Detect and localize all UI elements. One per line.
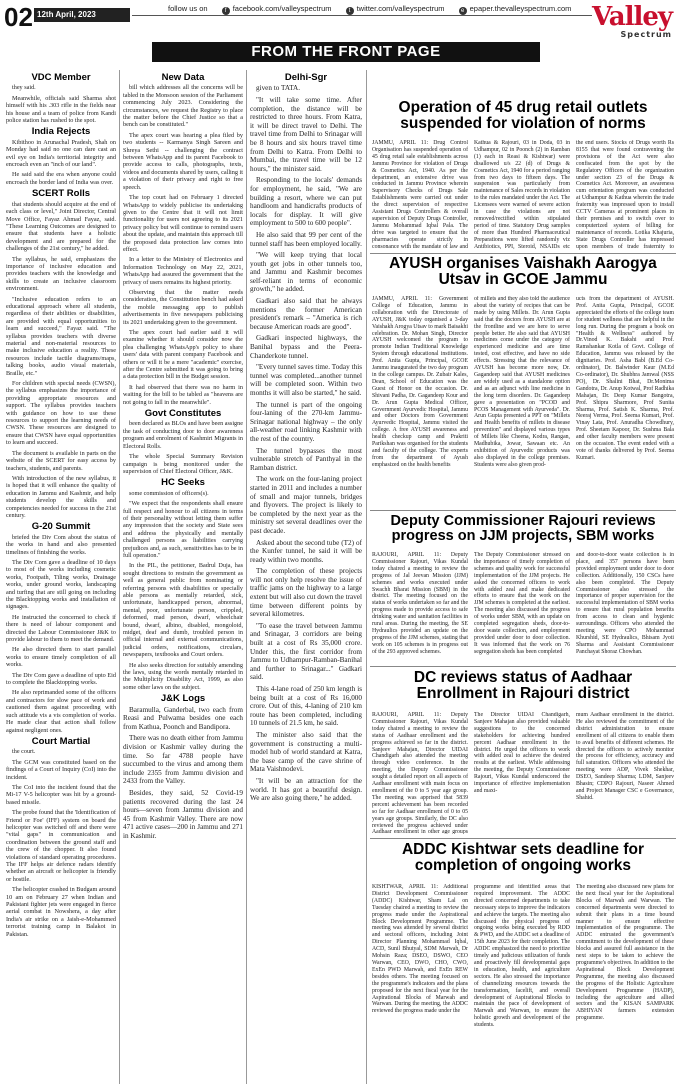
masthead (0, 0, 680, 66)
paragraph: The GCM was constituted based on the findings of a Court of Inquiry (CoI) into the incident. (6, 758, 116, 781)
story-4-col-1: RAJOURI, APRIL 11: Deputy Commissioner Rajouri, Vikas Kundal today chaired a meeting to review the status of Aadhaar enrollment and the progress achieved so far in the district. Sanjeev Mahajan, Director UIDAI Chandigarh also attended the meeting through video conference. In the meeting, the Deputy Commissioner sought a detailed report on all aspects of Aadhaar enrollment with main focus on enrollment of the 0 to 5 year age group. The meeting was apprised that 5839 percent achievement has been recorded so far for Aadhaar enrollment of 0 to 05 years age groups. Similarly, the DC also reviewed the progress achieved under Aadhaar enrollment in other age groups (372, 712, 468, 834)
paragraph: Asked about the second tube (T2) of the Kunfer tunnel, he said it will be ready within two months. (250, 538, 362, 564)
paragraph: He also said that 99 per cent of the tunnel staff has been employed locally. (250, 230, 362, 248)
paragraph: The Div Com gave a deadline of upto Eid to complete the Blacktopping works. (6, 671, 116, 687)
paragraph: the court. (12, 748, 36, 756)
story-4-col-3: mum Aadhaar enrollment in the district. He also reviewed the commitment of the district administration to ensure enrollment of all citizens to enable them to avail benefits of different schemes. He directed the officers to actively monitor the process for efficiency, accuracy and full saturation. Officers who attended the meeting were ADP, Vivek Shekhar, DSEO, Sandeep Sharma; LDM, Sanjeev Bhasin; CDPO Rajouri, Naseer Ahmed and Project Manager CSC e Governance, Shahid. (576, 712, 674, 801)
section-banner: FROM THE FRONT PAGE (152, 42, 540, 62)
paragraph: In a letter to the Ministry of Electronics and Information Technology on May 22, 2021, WhatsApp had assured the government that the privacy of users remains its highest priority. (123, 256, 243, 286)
story-divider (370, 510, 676, 511)
paragraph: Meanwhile, officials said Sharma shot himself with his .303 rifle in the fields near his house and a team of police from Kandi police station has rushed to the spot. (6, 94, 116, 125)
paragraph: Baramulla, Ganderbal, two each from Reasi and Pulwama besides one each from Kathua, Poonch and Bandipora. (123, 705, 243, 731)
logo-main: Valley (591, 2, 672, 32)
paragraph: The work on the four-laning project started in 2011 and includes a number of small and major tunnels, bridges and flyovers. The project is likely to be completed by the next year as the ministry set several deadlines over the past decade. (250, 475, 362, 535)
paragraph: given to TATA. (256, 84, 301, 93)
social-links (168, 4, 583, 15)
column-2 (123, 70, 243, 1084)
paragraph: The top court had on February 1 directed WhatsApp to widely publicise its undertaking given to the Centre that it will not limit functionality for users not agreeing to its 2021 privacy policy but will continue to remind users about the update, and maintain this approach till the proposed data protection law comes into effect. (123, 194, 243, 253)
paragraph: The apex court had earlier said it will examine whether it should consider now the plea challenging WhatsApp's policy to share users' data with parent company Facebook and others or will it be a mere "academic" exercise, after the Centre submitted it was going to bring a data protection bill in the Budget session. (123, 329, 243, 381)
story-divider (370, 666, 676, 667)
paragraph: The helicopter crashed in Budgam around 10 am on February 27 when Indian and Pakistani fighter jets were engaged in fierce aerial combat in Nowshera, a day after India's air strike on a Jaish-e-Mohammed terrorist training camp in Balakot in Pakistan. (6, 886, 116, 938)
story-5-headline: ADDC Kishtwar sets deadline for completion of ongoing works (401, 841, 645, 874)
story-2-col-2: of millets and they also told the audience about the variety of recipes that can be made by using Millets. Dr. Arun Gupta said that the doctors from AYUSH are at the frontline and we are here to serve people better. He also said that AYUSH medicines come under the category of experienced medicine and are time tested, cost effective, and have no side effects. Stressing that the relevance of AYUSH has become more now, Dr. Gagandeep said that AYUSH medicines are widely used as a standalone option and as an adjunct with line medicine in the long term disorders. Dr. Gagandeep gave a presentation on "PCOD and PCOS Management with Ayurveda". Dr. Arun Gupta presented a PPT on "Millets and Health benefits of millets in disease prevention" and displayed various types of Millets like Cheena, Kodra, Rangan, Madhubika, Jowar, Sawaan etc. An exhibition of Ayurvedic products was also displayed in the college premises. Students were also given prod- (474, 296, 570, 468)
story-3-col-3: and door-to-door waste collection is in place, and 357 persons have been provided employment under door to door collection. Additionally, 150 CSCs have also been completed. The Deputy Commissioner also stressed the importance of proper supervision for the successful implementation of SBM works to ensure that rural population benefits from access to clean and hygienic surroundings. Officers who attended the meeting were CPO Mohammad Khurshid, SE Hydraulics, Bhisam Jyoti Sharma and Assistant Commissioner Panchayat Shoraz Chowhan. (576, 552, 674, 655)
section-title-new-data: New Data (161, 72, 205, 83)
story-5-col-3: The meeting also discussed new plans for the next fiscal year for the Aspirational Blocks of Marwah and Warwan. The concerned departments were directed to submit their plans in a time bound manner to ensure effective implementation of the programme. The ADDC entrusted the government's commitment to the development of these blocks and assured full assistance in the next steps to be taken to achieve the programme's objectives. In addition to the Aspirational Block Development Programme, the meeting also discussed the progress of the Holistic Agriculture Development Programme (HADP), including the agriculture and allied sectors and the KISAN SAMPARK ABHIYAN farmers extension programme. (576, 884, 674, 1022)
paragraph: He said said the era when anyone could encroach the border land of India was over. (6, 171, 116, 186)
paragraph: "Every tunnel saves time. Today this tunnel was completed...another tunnel will be completed soon. Within two months it will also be started," he said. (250, 363, 362, 397)
follow-label: follow us on (168, 4, 208, 13)
story-5-col-2: programme and identified areas that required improvement. The ADDC directed concerned departments to take necessary steps to improve the indicators and achieve the targets. The meeting also discussed the physical progress of ongoing works being executed by RDD & PWD, and the ADDC set a deadline of 15th June 2023 for their completion. The ADDC emphasized the need to prioritize timely and judicious utilization of funds and proactively fill developmental gaps in education, health, and agriculture sectors. He also stressed the importance of channelizing resources towards the transformation, facelift, and overall development of Aspirational Blocks to maintain the pace of development of Marwah and Warwan, to ensure the holistic growth and development of the students. (474, 884, 570, 1029)
paragraph: Responding to the locals' demands for employment, he said, "We are building a resort, where we can put handloom and handicrafts products of locals for display. It will give employment to 500 to 600 people". (250, 176, 362, 228)
story-2-headline: AYUSH organises Vaishakh Aarogya Utsav in GCOE Jammu (389, 255, 657, 288)
page-number: 02 (4, 2, 33, 32)
logo (592, 4, 672, 39)
paragraph: The CoI into the incident found that the Mi-17 V-5 helicopter was hit by a ground-based missile. (6, 783, 116, 806)
paragraph: He also reprimanded some of the officers and contractors for slow pace of work and cautioned them against proceeding with such attitude vis a vis completion of works. He made clear that action shall follow against negligent ones. (6, 689, 116, 734)
paragraph: For children with special needs (CWSN), the syllabus emphasizes the importance of providing appropriate resources and support. The syllabus provides teachers with guidance on how to use these resources to support the learning needs of CWSN. These resources are designed to ensure that CWSN have equal opportunities to learn and succeed. (6, 380, 116, 447)
paragraph: The tunnel is part of the ongoing four-laning of the 270-km Jammu-Srinagar national highway – the only all-weather road linking Kashmir with the rest of the country. (250, 400, 362, 443)
paragraph: The completion of these projects will not only help resolve the issue of traffic jams on the highway to a large extent but will also cut down the travel time between different points by several kilometres. (250, 567, 362, 619)
column-3 (250, 70, 362, 1084)
paragraph: The minister also said that the government is constructing a multi-model hub of world standard at Katra, the base camp of the cave shrine of Mata Vaishnodevi. (250, 730, 362, 774)
paragraph: Kibithoo in Arunachal Pradesh, Shah on Monday had said no one can dare cast an evil eye on India's territorial integrity and encroach even an "inch of our land". (6, 138, 116, 169)
masthead-rule (132, 15, 592, 16)
paragraph: He also seeks direction for suitably amending the laws, using the words mentally retarded in the Multiplicity Disability Act, 1999, as also some other laws on the subject. (123, 661, 243, 691)
paragraph: they said. (12, 84, 36, 92)
facebook-icon: f (222, 7, 230, 15)
story-5-col-1: KISHTWAR, APRIL 11: Additional District Development Commissioner (ADDC) Kishtwar, Sham Lal on Tuesday chaired a meeting to review the progress made under the Aspirational Block Development Programme. The meeting was attended by several district and sectoral officers, including Joint Director Planning Mohammad Iqbal, ACD, Sunil Bhutyal, SDM Marwah, Dr Mohsin Raza; DSEO, DSWO, CEO Warwan, CEO, DWO, CHO, CWO, ExEn PWD Marwah, and ExEn REW besides others. The meeting focused on the programme's indicators and the plans proposed for the next fiscal year for the Aspirational Blocks of Marwah and Warwan. During the meeting, the ADDC reviewed the progress made under the (372, 884, 468, 1015)
column-divider (246, 70, 247, 1084)
story-1-col-3: the end users. Stocks of Drugs worth Rs 8155 that were found contravening the provisions of the Act were also confiscated from the spot by the Regulatory Officers of the organization under section 23 of the Drugs & Cosmetics Act. Moreover, an awareness cum orientation program was conducted at Udhampur & Kathua wherein the trade fraternity was impressed upon to install CCTV Cameras at prominent places in their premises and to switch over to computerized system of billing for maintenance of records. Lotika Khajuria, State Drugs Controller has impressed upon members of trade fraternity to (576, 140, 674, 250)
story-3-col-2: The Deputy Commissioner stressed on the importance of timely completion of schemes and quality work for successful implementation of the JJM projects. He asked the concerned officers to work with added zeal and make dedicated efforts to ensure that the work on the JJM schemes is completed at the earliest. The meeting also discussed the progress of works under SBM, with an update on completed segregation sheds, door-to-door waste collection, and employment provided under door to door collection. It was informed that the work on 76 segregation sheds has been completed (474, 552, 570, 655)
column-divider (119, 70, 120, 1084)
section-title-govt: Govt Constitutes (144, 408, 222, 420)
paragraph: that students should acquire at the end of each class or level," Joint Director, Central Move Office, Fayaz Ahmad Fayaz, said. "These Learning Outcomes are designed to ensure that students have a holistic development and are prepared for the challenges of the 21st century," he added. (6, 200, 116, 253)
section-title-court: Court Martial (31, 735, 91, 747)
paragraph: "Inclusive education refers to an educational approach where all students, regardless of their abilities or disabilities, are provided with equal opportunities to learn and succeed," Fayaz said. "The syllabus provides teachers with diverse material and non-material resources to make inclusive education a reality. These resources include tactile diagrams/maps, talking books, audio visual materials, Braille, etc." (6, 295, 116, 377)
paragraph: The document is available in parts on the website of the SCERT for easy access by teachers, students, and parents. (6, 449, 116, 472)
paragraph: Gadkari also said that he always mentions the former American president's remark – "America is rich because American roads are good". (250, 297, 362, 331)
paragraph: The syllabus, he said, emphasizes the importance of inclusive education and provides teachers with the knowledge and skills to create an inclusive classroom environment. (6, 255, 116, 293)
story-1-col-1: JAMMU, APRIL 11: Drug Control Organisation has suspended operation of 45 drug retail sale establishments across Jammu Province for violation of Drugs & Cosmetics Act, 1940. As per the department, an extensive drive was conducted in Jammu Province wherein Supervisory Checks of Drugs Sale Establishments were carried out under the direct supervision of respective Assistant Drugs Controllers & overall supervision of Deputy Drugs Controller, Jammu Mohammad Iqbal Pala. The drive was targeted to ensure that the pharmacies operate strictly in consonance with the mandate of law and (372, 140, 468, 250)
paragraph: Observing that the matter needs consideration, the Constitution bench had asked the mobile messaging app to publish advertisements in five newspapers publicising its 2021 undertaking given to the government. (123, 288, 243, 326)
story-2-col-1: JAMMU, APRIL 11: Government College of Education, Jammu in collaboration with the Directorate of AYUSH, J&K today organised a 3-day Vaishakh Arogya Utsav to mark Baisakhi celebration. Dr. Mohan Singh, Director AYUSH welcomed the program to promote Indian Traditional Knowledge System through educational institutions. Prof. Anita Gupta, Principal, GCOE Jammu inaugurated the two day program in the college campus. Dr. Zubair Kales, Dean, School of Education was the Guest of Honor on the occasion. Dr. Shivani Padha, Dr. Gagandeep Kour and Dr. Arun Gupta Medical Officer, Government Ayurvedic Hospital, Jammu and other Doctors from Government Ayurvedic Hospital, Jammu visited the college. A free AYUSH awareness and health checkup camp and Prakriti Parikshan was organised for the students and faculty of the college. The experts from the department of Ayush emphasized on the health benefits (372, 296, 468, 468)
paragraph: "We will keep trying that local youth get jobs in other tunnels too, and Jammu and Kashmir becomes self-reliant in terms of economic growth," he added. (250, 251, 362, 294)
paragraph: The apex court was hearing a plea filed by two students -- Karmanya Singh Sareen and Shreya Sethi -- challenging the contract between WhatsApp and its parent Facebook to provide access to calls, photographs, texts, videos and documents shared by users, calling it a violation of their privacy and right to free speech. (123, 131, 243, 191)
twitter-icon: t (346, 7, 354, 15)
section-title-g20: G-20 Summit (31, 521, 91, 533)
section-title-scert: SCERT Rolls (31, 188, 91, 200)
story-divider (370, 253, 676, 254)
story-4-headline: DC reviews status of Aadhaar Enrollment in Rajouri district (413, 669, 633, 702)
paragraph: He also directed them to start parallel works to ensure timely completion of all works. (6, 646, 116, 669)
paragraph: There was no death either from Jammu division or Kashmir valley during the time. So far 4788 people have succumbed to the virus and among them include 2355 from Jammu division and 2433 from the Valley. (123, 734, 243, 786)
section-title-india: India Rejects (31, 126, 91, 138)
paragraph: The tunnel bypasses the most vulnerable stretch of Panthyal in the Ramban district. (250, 446, 362, 472)
paragraph: been declared as BLOs and have been assigne the task of conducting door to door awareness program and enrolment of Kashmiri Migrants in Electoral Rolls. (123, 420, 243, 450)
paragraph: "It will take some time. After completion, the distance will be restricted to three hours. From Katra, it will be direct travel to Delhi. The travel time from Delhi to Srinagar will be 8 hours and six hours travel time from Delhi to Katra. From Delhi to Mumbai, the travel time will be 12 hours," the minister said. (250, 96, 362, 173)
section-title-hc: HC Seeks (161, 477, 205, 489)
paragraph: In the PIL, the petitioner, Badrul Duja, has sought directions to restrain the government as well as general public from nominating or referring persons with disabilities or specially able persons as mentally retarded, sick, unfortunate, handicapped person, abnormal, mental, poor, unfortunate person, crippled, deformed, mad person, dwarf, wheelchair bound, dwarf, albino, disabled, mongoloid, midget, deaf and dumb, troubled person in official internal and external communications, judicial orders, notifications, circulars, newspapers, textbooks and Court orders. (123, 562, 243, 659)
paragraph: Besides, they said, 52 Covid-19 patients recovered during the last 24 hours—seven from Jammu division and 45 from Kashmir Valley. There are now 471 active cases—200 in Jammu and 271 in Kashmir. (123, 789, 243, 840)
story-1-col-2: Kathua & Rajouri, 03 in Doda, 03 in Udhampur, 02 in Poonch (2) in Ramban (1) each in Reasi & Kishtwar) were disallowed u/s 22 (d) of Drugs & Cosmetics Act, 1940 for a period ranging from two days to fifteen days. The suspension was particularly from maintenance of Sales records in violation to the rules mandated under the Act. The Licensees were warned of severe action in case the violations are not removed/rectified within stipulated period of time. Statutory Drug samples of more than Hundred Pharmaceutical Preparations were lifted randomly viz Antibiotics, PPI, Steroid, NSAIDs etc (474, 140, 570, 250)
paragraph: "It will be an attraction for the world. It has got a beautiful design. We are also going there," he added. (250, 776, 362, 803)
globe-icon: e (459, 7, 467, 15)
paragraph: It had observed that there was no harm in waiting for the bill to be tabled as "heavens are not going to fall in the meanwhile". (123, 383, 243, 406)
story-2-col-3: ucts from the department of AYUSH. Prof. Anita Gupta, Principal, GCOE appreciated the efforts of the college team for student wellness that are helpful in the long run. During the program a book on "Health & Wellness" authored by Dr.Vinod K. Bakshi and Prof. Ramshankar Kotla of Govt. College of Education, Jammu was released by the dignitaries. Prof. Asha Babl (B.Ed Co-ordinator), Dr. Balwinder Kaur (M.Ed Co-ordinator), Dr. Shubhra Jamwal (NSS PO), Dr. Shalini Bhat, Dr.Monima Gandotra, Dr. Anup Kotwal, Prof Radhika Mahajan, Dr. Deep Kumar Bangotra, Prof. Shipra Sharmore, Prof Sunita Sharma, Prof. Satish K. Sharma, Prof. Neeraj Verma, Prof. Seema Kumari, Prof. Vinay Lata, Prof. Anuradha Chowdhury, Prof. Sheetam Kapoor, Dr. Sushma Bala and other faculty members were present on the occasion. The event ended with a vote of thanks delivered by Prof. Seema Kumari. (576, 296, 674, 461)
story-4-col-2: The Director UIDAI Chandigarh, Sanjeev Mahajan also provided valuable suggestions to the concerned stakeholders for achieving hundred percent Aadhaar enrollment in the district. He urged the officers to work with added zeal to achieve the desired results at the earliest. While addressing the meeting, the Deputy Commissioner Rajouri, Vikas Kundal underscored the importance of effective implementation and maxi- (474, 712, 570, 794)
paragraph: some commission of officers(s). (129, 489, 209, 497)
twitter-link[interactable]: t twitter.com/valleyspectrum (346, 4, 445, 13)
paragraph: He instructed the concerned to check if there is need of labour component and directed the Labour Commissioner J&K to provide labour to them to meet the demand. (6, 613, 116, 644)
paragraph: Gadkari inspected highways, the Banihal bypass and the Peera-Chanderkote tunnel. (250, 334, 362, 360)
story-divider (370, 838, 676, 839)
epaper-link[interactable]: e epaper.thevalleyspectrum.com (459, 4, 572, 13)
story-1-headline: Operation of 45 drug retail outlets suspended for violation of norms (398, 99, 648, 132)
paragraph: With introduction of the new syllabus, it is hoped that it will enhance the quality of education in Jammu and Kashmir, and help students develop the skills and competencies needed for success in the 21st century. (6, 474, 116, 519)
section-title-vdc: VDC Member (31, 72, 91, 83)
story-3-headline: Deputy Commissioner Rajouri reviews progress on JJM projects, SBM works (390, 513, 656, 544)
paragraph: briefed the Div Com about the status of the works in hand and also presented timelines of finishing the works. (6, 533, 116, 556)
logo-sub: Spectrum (620, 30, 672, 39)
paragraph: The Div Com gave a deadline of 10 days to most of the works including cosmetic works, Footpath, Tiling works, Drainage works, under ground works, landscaping and turfing that are still going on including the Blacktopping works and installation of signages. (6, 558, 116, 611)
column-1 (6, 70, 116, 1084)
column-divider (366, 70, 367, 1084)
paragraph: The whole Special Summary Revision campaign is being monitored under the supervision of Chief Electoral Officer, J&K. (123, 453, 243, 475)
date-bar: 12th April, 2023 (34, 8, 130, 22)
story-3-col-1: RAJOURI, APRIL 11: Deputy Commissioner Rajouri, Vikas Kundal today chaired a meeting to review the progress of Jal Jeevan Mission (JJM) schemes and works executed under Swachh Bharat Mission (SBM) in the district. The meeting focused on the status of works undertaken so far and the progress made to provide access to safe drinking water and sanitation facilities in rural areas. During the meeting, the SE Hydraulics provided an update on the progress of the JJM schemes, stating that work on 105 schemes is in progress out of the 293 approved schemes. (372, 552, 468, 655)
paragraph: bill which addresses all the concerns will be tabled in the Monsoon session of the Parliament commencing July 2023. Considering the circumstances, we request the Registry to place the matter before the Chief Justice so that a bench can be constituted." (123, 84, 243, 129)
paragraph: "We expect that the respondents shall ensure full respect and honour to all citizens in terms of their personality without letting them suffer any impression that the society and State sees and address the physically and mentally challenged persons as liabilities carrying prejudices and, as such, sensitivities has to be in full operation." (123, 500, 243, 559)
paragraph: This 4-lane road of 250 km length is being built at a cost of Rs 16,000 crore. Out of this, 4-laning of 210 km route has been completed, including 10 tunnels of 21.5 km, he said. (250, 685, 362, 728)
facebook-link[interactable]: f facebook.com/valleyspectrum (222, 4, 332, 13)
paragraph: "To ease the travel between Jammu and Srinagar, 3 corridors are being built at a cost of Rs 35,000 crore. Under this, the first corridor from Jammu to Udhampur-Ramban-Banihal and further to Srinagar..." Gadkari said. (250, 621, 362, 682)
paragraph: The probe found that the 'Identification of Friend or Foe' (IFF) system on board the helicopter was switched off and there were "vital gaps" in communication and coordination between the ground staff and the crew of the chopper. It also found violations of standard operating procedures. The IFF helps air defence radars identify whether an aircraft or helicopter is friendly or hostile. (6, 809, 116, 883)
section-title-jk: J&K Logs (160, 693, 206, 705)
section-title-delhi: Delhi-Sgr (284, 72, 328, 83)
